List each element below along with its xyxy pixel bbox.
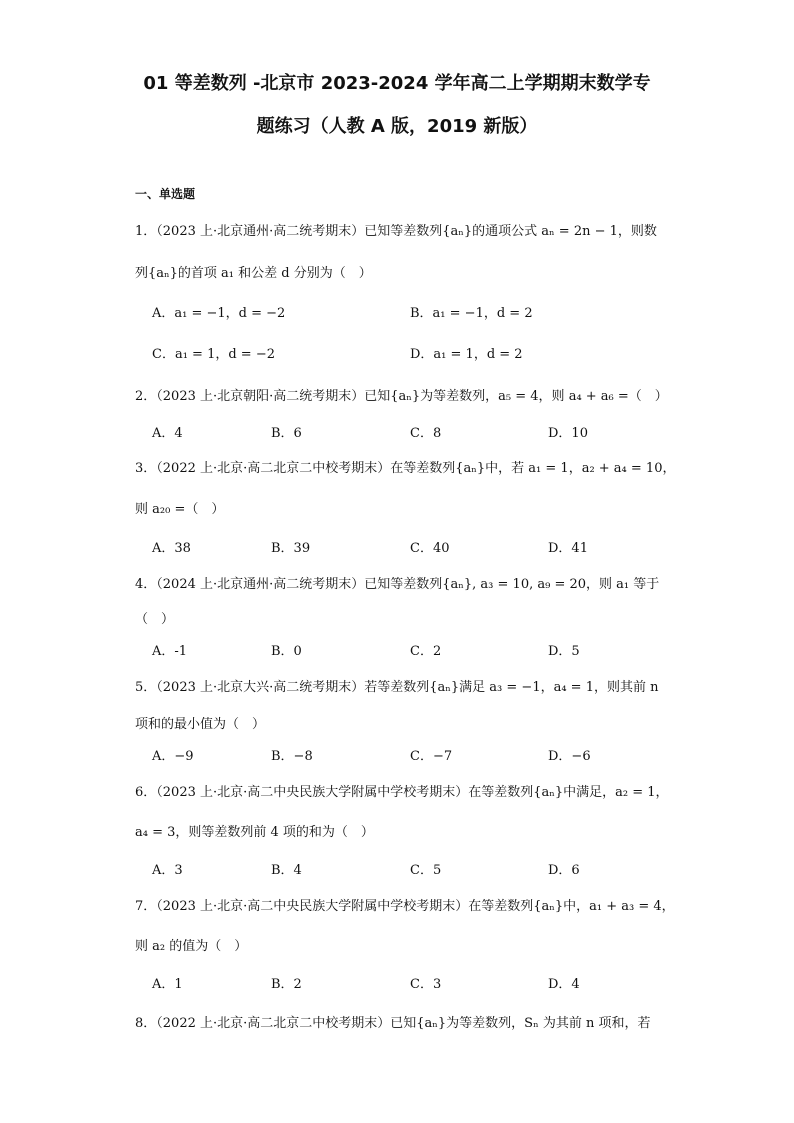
question-1-option-c: C．a₁ = 1，d = −2 <box>152 347 275 362</box>
question-7-text: 7．（2023 上·北京·高二中央民族大学附属中学校考期末）在等差数列{aₙ}中，a₁ + a₃ = 4， <box>135 899 675 914</box>
question-3-text-cont: 则 a₂₀ =（ ） <box>135 502 225 517</box>
question-4-text: 4．（2024 上·北京通州·高二统考期末）已知等差数列{aₙ}, a₃ = 10, a₉ = 20，则 a₁ 等于 <box>135 577 660 592</box>
question-4-option-d: D．5 <box>548 644 580 659</box>
question-7-option-a: A．1 <box>152 977 183 992</box>
question-7-text-cont: 则 a₂ 的值为（ ） <box>135 939 248 954</box>
question-2-option-b: B．6 <box>271 426 302 441</box>
question-6-option-c: C．5 <box>410 863 442 878</box>
question-5-text-cont: 项和的最小值为（ ） <box>135 717 266 732</box>
question-2-option-d: D．10 <box>548 426 588 441</box>
question-3-option-c: C．40 <box>410 541 450 556</box>
question-1-option-d: D．a₁ = 1，d = 2 <box>410 347 523 362</box>
question-5-option-d: D．−6 <box>548 749 591 764</box>
question-7-option-b: B．2 <box>271 977 302 992</box>
question-4-option-c: C．2 <box>410 644 442 659</box>
section-heading: 一、单选题 <box>135 187 196 201</box>
question-3-option-d: D．41 <box>548 541 588 556</box>
question-4-option-b: B．0 <box>271 644 302 659</box>
question-1-text-cont: 列{aₙ}的首项 a₁ 和公差 d 分别为（ ） <box>135 266 372 281</box>
question-2-option-c: C．8 <box>410 426 442 441</box>
question-6-option-a: A．3 <box>152 863 183 878</box>
question-3-text: 3．（2022 上·北京·高二北京二中校考期末）在等差数列{aₙ}中，若 a₁ = 1，a₂ + a₄ = 10， <box>135 461 676 476</box>
question-6-text-cont: a₄ = 3，则等差数列前 4 项的和为（ ） <box>135 825 374 840</box>
question-5-text: 5．（2023 上·北京大兴·高二统考期末）若等差数列{aₙ}满足 a₃ = −1，a₄ = 1，则其前 n <box>135 680 659 695</box>
question-6-text: 6．（2023 上·北京·高二中央民族大学附属中学校考期末）在等差数列{aₙ}中满足，a₂ = 1， <box>135 785 669 800</box>
question-3-option-b: B．39 <box>271 541 311 556</box>
question-1-option-a: A．a₁ = −1，d = −2 <box>152 306 286 321</box>
question-5-option-b: B．−8 <box>271 749 313 764</box>
question-7-option-d: D．4 <box>548 977 580 992</box>
question-1-text: 1．（2023 上·北京通州·高二统考期末）已知等差数列{aₙ}的通项公式 aₙ = 2n − 1，则数 <box>135 224 657 239</box>
document-title-line-2: 题练习（人教 A 版，2019 新版） <box>256 116 538 137</box>
question-8-text: 8．（2022 上·北京·高二北京二中校考期末）已知{aₙ}为等差数列，Sₙ 为其前 n 项和，若 <box>135 1016 651 1031</box>
document-title-line-1: 01 等差数列 -北京市 2023-2024 学年高二上学期期末数学专 <box>143 73 651 94</box>
question-1-option-b: B．a₁ = −1，d = 2 <box>410 306 533 321</box>
question-4-option-a: A．-1 <box>152 644 188 659</box>
question-2-text: 2．（2023 上·北京朝阳·高二统考期末）已知{aₙ}为等差数列，a₅ = 4，则 a₄ + a₆ =（ ） <box>135 389 668 404</box>
question-6-option-b: B．4 <box>271 863 302 878</box>
question-2-option-a: A．4 <box>152 426 183 441</box>
question-3-option-a: A．38 <box>152 541 191 556</box>
question-5-option-a: A．−9 <box>152 749 194 764</box>
question-4-text-cont: （ ） <box>135 612 175 627</box>
question-6-option-d: D．6 <box>548 863 580 878</box>
question-5-option-c: C．−7 <box>410 749 453 764</box>
question-7-option-c: C．3 <box>410 977 442 992</box>
